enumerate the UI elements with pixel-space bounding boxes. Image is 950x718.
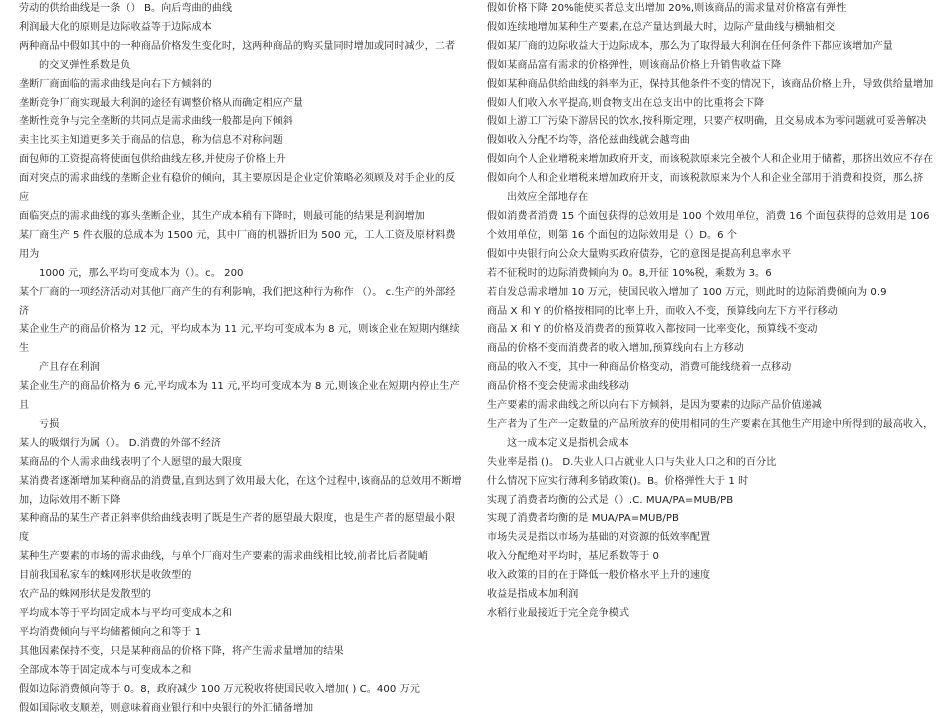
text-line: 这一成本定义是指机会成本 — [507, 437, 629, 449]
text-line: 商品 X 和 Y 的价格及消费者的预算收入都按同一比率变化，预算线不变动 — [487, 324, 818, 336]
text-line: 某厂商生产 5 件衣服的总成本为 1500 元，其中厂商的机器折旧为 500 元，工人工资及原材料费用为 — [19, 229, 456, 260]
text-line: 商品的价格不变而消费者的收入增加,预算线向右上方移动 — [487, 343, 744, 355]
text-line: 某消费者逐渐增加某种商品的消费量,直到达到了效用最大化，在这个过程中,该商品的总效用不断增加，边际效用不断下降 — [19, 475, 462, 506]
right-column — [487, 0, 936, 624]
text-line: 假如向个人和企业增税来增加政府开支，而该税款原来为个人和企业全部用于消费和投资，那么挤 — [487, 173, 924, 185]
text-line: 农产品的蛛网形状是发散型的 — [19, 589, 151, 601]
text-line: 实现了消费者均衡的是 MUA/PA=MUB/PB — [487, 513, 679, 525]
text-line: 什么情况下应实行薄利多销政策()。B。价格弹性大于 1 时 — [487, 475, 749, 487]
text-line: 劳动的供给曲线是一条（） B。向后弯曲的曲线 — [19, 3, 233, 14]
text-line: 收入分配绝对平均时，基尼系数等于 0 — [487, 551, 660, 563]
text-line: 面对突点的需求曲线的垄断企业有稳价的倾向，其主要原因是企业定价策略必须顾及对手企业的反应 — [19, 173, 456, 204]
text-line: 平均成本等于平均固定成本与平均可变成本之和 — [19, 608, 233, 619]
text-line: 生产要素的需求曲线之所以向右下方倾斜，是因为要素的边际产品价值递减 — [487, 400, 822, 412]
text-line: 实现了消费者均衡的公式是（）.C. MUA/PA=MUB/PB — [487, 494, 734, 506]
text-line: 全部成本等于固定成本与可变成本之和 — [19, 664, 192, 676]
text-line: 假如某厂商的边际收益大于边际成本，那么为了取得最大利润在任何条件下都应该增加产量 — [487, 40, 893, 52]
text-line: 利润最大化的原则是边际收益等于边际成本 — [19, 21, 212, 33]
text-line: 面临突点的需求曲线的寡头垄断企业，其生产成本稍有下降时，则最可能的结果是利润增加 — [19, 210, 425, 222]
text-line: 假如向个人企业增税来增加政府开支，而该税款原来完全被个人和企业用于储蓄，那挤出效应不存在 — [487, 154, 934, 166]
text-line: 某种生产要素的市场的需求曲线，与单个厂商对生产要素的需求曲线相比较,前者比后者陡峭 — [19, 551, 429, 563]
text-line: 收入政策的目的在于降低一般价格水平上升的速度 — [487, 570, 711, 582]
text-line: 假如收入分配不均等，洛伦兹曲线就会越弯曲 — [487, 135, 690, 147]
text-line: 某种商品的某生产者正斜率供给曲线表明了既是生产者的愿望最大限度，也是生产者的愿望最小限度 — [19, 513, 456, 544]
text-line: 面包师的工资提高将使面包供给曲线左移,并使房子价格上升 — [19, 154, 286, 166]
text-line: 假如边际消费倾向等于 0。8，政府减少 100 万元税收将使国民收入增加( ) C。400 万元 — [19, 683, 420, 695]
text-line: 商品价格不变会使需求曲线移动 — [487, 381, 630, 393]
text-line: 某企业生产的商品价格为 6 元,平均成本为 11 元,平均可变成本为 8 元,则该企业在短期内停止生产且 — [19, 381, 460, 412]
text-line: 市场失灵是指以市场为基础的对资源的低效率配置 — [487, 532, 711, 544]
text-line: 收益是指成本加利润 — [487, 589, 579, 601]
text-line: 假如国际收支顺差，则意味着商业银行和中央银行的外汇储备增加 — [19, 702, 314, 714]
text-line: 商品 X 和 Y 的价格按相同的比率上升，而收入不变，预算线向左下方平行移动 — [487, 305, 838, 317]
text-line: 其他因素保持不变，只是某种商品的价格下降，将产生需求量增加的结果 — [19, 645, 344, 657]
text-line: 目前我国私家车的蛛网形状是收敛型的 — [19, 570, 192, 582]
text-line: 卖主比买主知道更多关于商品的信息，称为信息不对称问题 — [19, 135, 283, 147]
text-line: 某人的吸烟行为属（）。 D.消费的外部不经济 — [19, 437, 222, 449]
text-line: 假如某商品富有需求的价格弹性，则该商品价格上升销售收益下降 — [487, 59, 782, 71]
text-line: 垄断厂商面临的需求曲线是向右下方倾斜的 — [19, 78, 212, 90]
left-column — [19, 0, 465, 718]
text-line: 1000 元，那么平均可变成本为（）。c。 200 — [39, 267, 244, 279]
text-line: 亏损 — [39, 418, 60, 430]
text-line: 假如人们收入水平提高,则食物支出在总支出中的比重将会下降 — [487, 97, 765, 109]
text-line: 假如消费者消费 15 个面包获得的总效用是 100 个效用单位，消费 16 个面包获得的总效用是 106 个效用单位，则第 16 个面包的边际效用是（）D。6 个 — [487, 210, 930, 241]
text-line: 两种商品中假如其中的一种商品价格发生变化时，这两种商品的购买量同时增加或同时减少，二者 — [19, 40, 456, 52]
text-line: 垄断性竞争与完全垄断的共同点是需求曲线一般都是向下倾斜 — [19, 116, 293, 128]
text-line: 生产者为了生产一定数量的产品所放弃的使用相同的生产要素在其他生产用途中所得到的最高收入， — [487, 418, 934, 430]
text-line: 若不征税时的边际消费倾向为 0。8,开征 10%税，乘数为 3。6 — [487, 267, 772, 279]
text-line: 假如某种商品供给曲线的斜率为正，保持其他条件不变的情况下，该商品价格上升，导致供给量增加 — [487, 78, 934, 90]
text-line: 假如中央银行向公众大量购买政府债券，它的意图是提高利息率水平 — [487, 248, 792, 260]
text-line: 平均消费倾向与平均储蓄倾向之和等于 1 — [19, 626, 202, 638]
text-line: 的交叉弹性系数是负 — [39, 59, 131, 71]
text-line: 水稻行业最接近于完全竞争模式 — [487, 608, 630, 619]
text-line: 垄断竞争厂商实现最大利润的途径有调整价格从而确定相应产量 — [19, 97, 304, 109]
text-line: 出效应全部地存在 — [507, 192, 589, 204]
text-line: 商品的收入不变，其中一种商品价格变动，消费可能线绕着一点移动 — [487, 362, 792, 374]
text-line: 某商品的个人需求曲线表明了个人愿望的最大限度 — [19, 456, 243, 468]
text-line: 某企业生产的商品价格为 12 元，平均成本为 11 元,平均可变成本为 8 元，则该企业在短期内继续生 — [19, 324, 460, 355]
text-line: 假如上游工厂污染下游居民的饮水,按科斯定理，只要产权明确，且交易成本为零问题就可妥善解决 — [487, 116, 927, 128]
text-line: 假如连续地增加某种生产要素,在总产量达到最大时，边际产量曲线与横轴相交 — [487, 21, 836, 33]
text-line: 某个厂商的一项经济活动对其他厂商产生的有利影响，我们把这种行为称作 （）。 c.生产的外部经济 — [19, 286, 456, 317]
text-line: 产且存在利润 — [39, 362, 100, 374]
text-line: 失业率是指 ()。 D.失业人口占就业人口与失业人口之和的百分比 — [487, 456, 777, 468]
text-line: 若自发总需求增加 10 万元，使国民收入增加了 100 万元，则此时的边际消费倾向为 0.9 — [487, 286, 887, 298]
text-line: 假如价格下降 20%能使买者总支出增加 20%,则该商品的需求量对价格富有弹性 — [487, 3, 847, 14]
